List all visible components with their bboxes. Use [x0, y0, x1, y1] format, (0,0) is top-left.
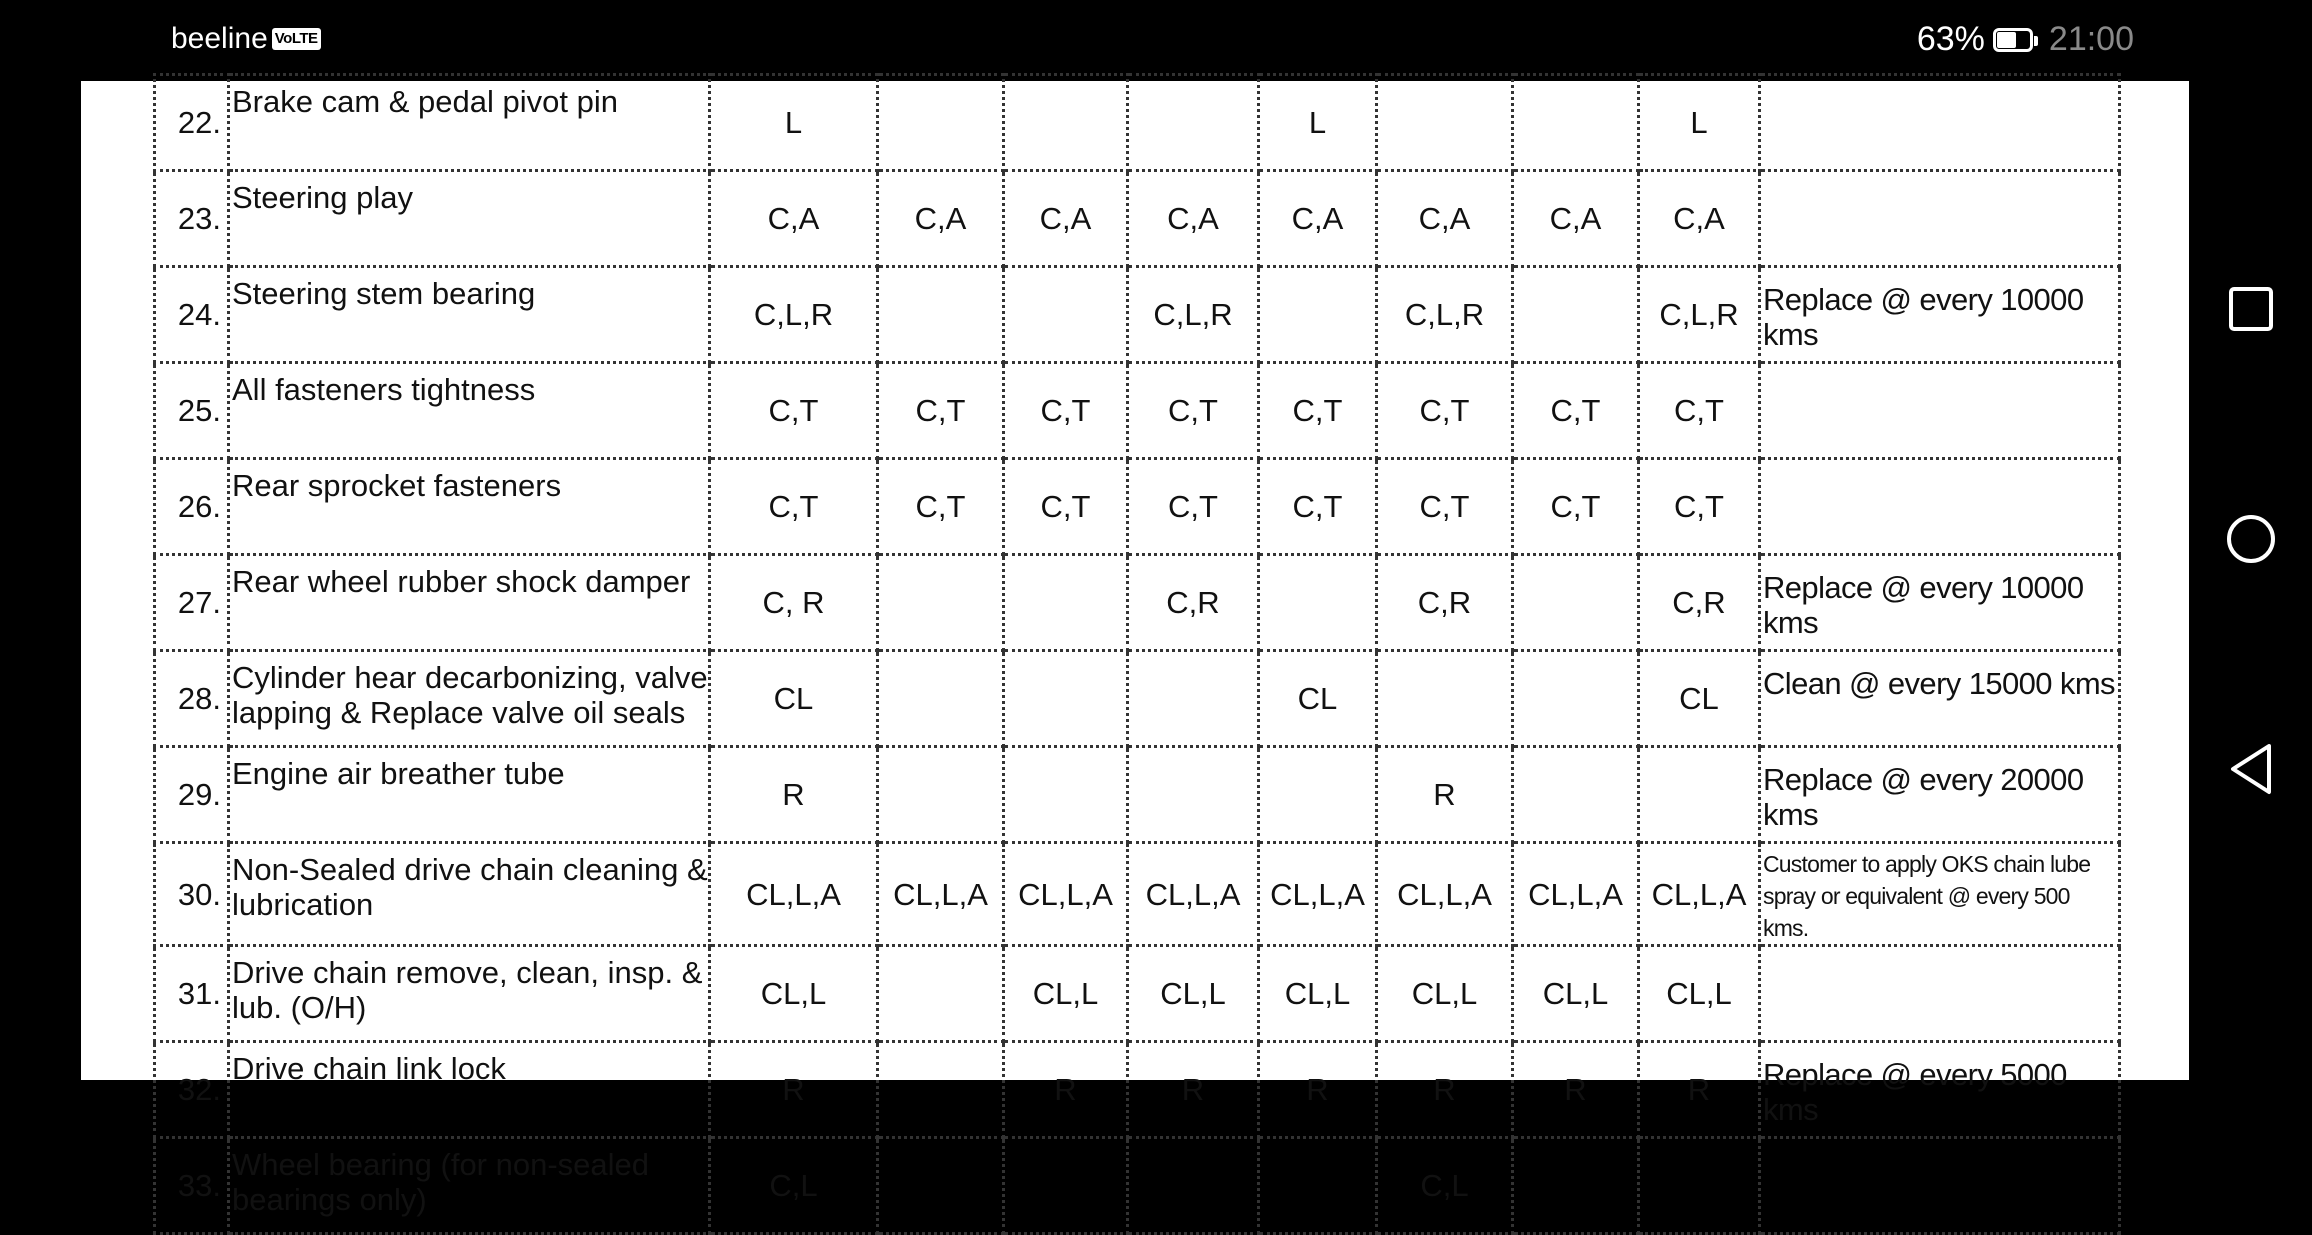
service-code-cell [1128, 747, 1259, 843]
service-code-cell: C,A [1128, 171, 1259, 267]
service-code-cell [1259, 555, 1377, 651]
service-code-cell: CL,L [710, 946, 878, 1042]
remark-cell [1760, 171, 2120, 267]
service-code-cell: C,R [1639, 555, 1760, 651]
service-code-cell: R [1377, 1042, 1513, 1138]
service-code-cell: C,T [1513, 459, 1639, 555]
service-code-cell: R [1639, 1042, 1760, 1138]
service-code-cell: C,T [1004, 363, 1128, 459]
service-code-cell: C,L,R [710, 267, 878, 363]
service-code-cell: C,T [1639, 363, 1760, 459]
row-number: 30. [155, 843, 229, 946]
row-number: 28. [155, 651, 229, 747]
service-code-cell: L [710, 75, 878, 171]
back-button[interactable] [2189, 724, 2312, 814]
service-code-cell [878, 747, 1004, 843]
service-code-cell [878, 1042, 1004, 1138]
maintenance-item: Steering stem bearing [229, 267, 710, 363]
service-code-cell: C,T [710, 363, 878, 459]
remark-cell: Replace @ every 5000 kms [1760, 1042, 2120, 1138]
service-code-cell: CL,L,A [1639, 843, 1760, 946]
clock: 21:00 [2048, 20, 2134, 58]
home-button[interactable] [2189, 494, 2312, 584]
remark-cell: Clean @ every 15000 kms [1760, 651, 2120, 747]
row-number: 22. [155, 75, 229, 171]
service-code-cell [1004, 651, 1128, 747]
service-code-cell: R [1004, 1042, 1128, 1138]
service-code-cell: C,T [1128, 459, 1259, 555]
service-code-cell: CL,L [1377, 946, 1513, 1042]
remark-cell: Customer to apply OKS chain lube spray or equivalent @ every 500 kms. [1760, 843, 2120, 946]
remark-cell: Replace @ every 20000 kms [1760, 747, 2120, 843]
service-code-cell [1128, 75, 1259, 171]
service-code-cell [1513, 267, 1639, 363]
table-row [155, 363, 2120, 459]
service-code-cell [1004, 267, 1128, 363]
maintenance-item: Engine air breather tube [229, 747, 710, 843]
service-code-cell: CL,L,A [878, 843, 1004, 946]
row-number: 27. [155, 555, 229, 651]
service-code-cell: C,T [1377, 459, 1513, 555]
service-code-cell [1004, 555, 1128, 651]
service-code-cell [1004, 747, 1128, 843]
row-number: 31. [155, 946, 229, 1042]
carrier-info [171, 22, 321, 56]
remark-cell: Replace @ every 10000 kms [1760, 267, 2120, 363]
service-code-cell: CL,L,A [1513, 843, 1639, 946]
remark-cell [1760, 459, 2120, 555]
service-code-cell: L [1259, 75, 1377, 171]
table-row [155, 1138, 2120, 1234]
service-code-cell: C,L [710, 1138, 878, 1234]
service-code-cell: R [1513, 1042, 1639, 1138]
service-code-cell: C,T [1259, 363, 1377, 459]
table-row [155, 946, 2120, 1042]
service-code-cell [1639, 747, 1760, 843]
service-code-cell: CL,L,A [1004, 843, 1128, 946]
service-code-cell [1377, 651, 1513, 747]
service-code-cell: L [1639, 75, 1760, 171]
service-code-cell [1004, 1138, 1128, 1234]
service-code-cell [878, 651, 1004, 747]
row-number: 29. [155, 747, 229, 843]
maintenance-item: Rear wheel rubber shock damper [229, 555, 710, 651]
service-code-cell [1377, 75, 1513, 171]
maintenance-item: Steering play [229, 171, 710, 267]
service-code-cell: C,A [1639, 171, 1760, 267]
row-number: 25. [155, 363, 229, 459]
service-code-cell: C,R [1377, 555, 1513, 651]
table-row [155, 747, 2120, 843]
service-code-cell [878, 75, 1004, 171]
service-code-cell: C,L,R [1639, 267, 1760, 363]
service-code-cell: C,T [878, 459, 1004, 555]
service-code-cell: R [1259, 1042, 1377, 1138]
service-code-cell: CL [710, 651, 878, 747]
service-code-cell: C,A [878, 171, 1004, 267]
service-code-cell: CL,L [1004, 946, 1128, 1042]
service-code-cell: CL [1639, 651, 1760, 747]
service-code-cell: C, R [710, 555, 878, 651]
service-code-cell: C,A [710, 171, 878, 267]
maintenance-item: Wheel bearing (for non-sealed bearings only) [229, 1138, 710, 1234]
service-code-cell: C,T [1377, 363, 1513, 459]
document-page[interactable] [81, 81, 2189, 1217]
service-code-cell [1004, 75, 1128, 171]
navigation-bar [2189, 81, 2312, 1080]
maintenance-item: All fasteners tightness [229, 363, 710, 459]
maintenance-item: Rear sprocket fasteners [229, 459, 710, 555]
service-code-cell: C,T [1128, 363, 1259, 459]
service-code-cell: C,T [1513, 363, 1639, 459]
maintenance-item: Drive chain link lock [229, 1042, 710, 1138]
service-code-cell: C,A [1004, 171, 1128, 267]
maintenance-item: Cylinder hear decarbonizing, valve lapping & Replace valve oil seals [229, 651, 710, 747]
maintenance-schedule-table [153, 73, 2121, 1235]
service-code-cell: C,T [1004, 459, 1128, 555]
service-code-cell [1259, 747, 1377, 843]
service-code-cell: R [710, 747, 878, 843]
maintenance-item: Drive chain remove, clean, insp. & lub. (O/H) [229, 946, 710, 1042]
service-code-cell: CL,L [1128, 946, 1259, 1042]
status-bar [0, 0, 2312, 81]
table-row [155, 555, 2120, 651]
row-number: 23. [155, 171, 229, 267]
service-code-cell: CL,L [1513, 946, 1639, 1042]
service-code-cell [1639, 1138, 1760, 1234]
battery-icon [1993, 26, 2041, 54]
table-row [155, 651, 2120, 747]
table-row [155, 267, 2120, 363]
table-row [155, 843, 2120, 946]
service-code-cell: C,A [1513, 171, 1639, 267]
remark-cell [1760, 1138, 2120, 1234]
row-number: 32. [155, 1042, 229, 1138]
service-code-cell: CL [1259, 651, 1377, 747]
carrier-name: beeline [171, 22, 268, 55]
service-code-cell: C,A [1377, 171, 1513, 267]
service-code-cell: C,L [1377, 1138, 1513, 1234]
service-code-cell [878, 555, 1004, 651]
remark-cell [1760, 363, 2120, 459]
service-code-cell: C,T [878, 363, 1004, 459]
home-circle-icon [2225, 513, 2277, 565]
row-number: 24. [155, 267, 229, 363]
service-code-cell: CL,L,A [1128, 843, 1259, 946]
remark-cell: Replace @ every 10000 kms [1760, 555, 2120, 651]
service-code-cell [1513, 747, 1639, 843]
table-row [155, 1042, 2120, 1138]
service-code-cell: CL,L,A [710, 843, 878, 946]
service-code-cell [1259, 1138, 1377, 1234]
service-code-cell: C,A [1259, 171, 1377, 267]
service-code-cell: R [710, 1042, 878, 1138]
row-number: 33. [155, 1138, 229, 1234]
service-code-cell: C,T [1259, 459, 1377, 555]
service-code-cell [878, 1138, 1004, 1234]
table-row [155, 75, 2120, 171]
service-code-cell: CL,L [1639, 946, 1760, 1042]
service-code-cell: C,T [1639, 459, 1760, 555]
service-code-cell [1128, 1138, 1259, 1234]
service-code-cell: C,R [1128, 555, 1259, 651]
service-code-cell [878, 946, 1004, 1042]
table-row [155, 459, 2120, 555]
service-code-cell [1513, 651, 1639, 747]
service-code-cell [1259, 267, 1377, 363]
service-code-cell: C,T [710, 459, 878, 555]
row-number: 26. [155, 459, 229, 555]
service-code-cell: R [1128, 1042, 1259, 1138]
service-code-cell [1128, 651, 1259, 747]
service-code-cell: C,L,R [1377, 267, 1513, 363]
remark-cell [1760, 75, 2120, 171]
battery-percent: 63% [1916, 20, 1985, 58]
service-code-cell: CL,L [1259, 946, 1377, 1042]
recents-button[interactable] [2189, 264, 2312, 354]
maintenance-item: Non-Sealed drive chain cleaning & lubrication [229, 843, 710, 946]
service-code-cell [1513, 555, 1639, 651]
service-code-cell: C,L,R [1128, 267, 1259, 363]
service-code-cell: R [1377, 747, 1513, 843]
maintenance-item: Brake cam & pedal pivot pin [229, 75, 710, 171]
volte-icon: VoLTE [272, 28, 321, 50]
service-code-cell [1513, 1138, 1639, 1234]
service-code-cell [878, 267, 1004, 363]
table-row [155, 171, 2120, 267]
status-right [1917, 20, 2134, 59]
remark-cell [1760, 946, 2120, 1042]
service-code-cell: CL,L,A [1377, 843, 1513, 946]
service-code-cell: CL,L,A [1259, 843, 1377, 946]
service-code-cell [1513, 75, 1639, 171]
recents-square-icon [2228, 286, 2274, 332]
back-triangle-icon [2227, 742, 2275, 796]
